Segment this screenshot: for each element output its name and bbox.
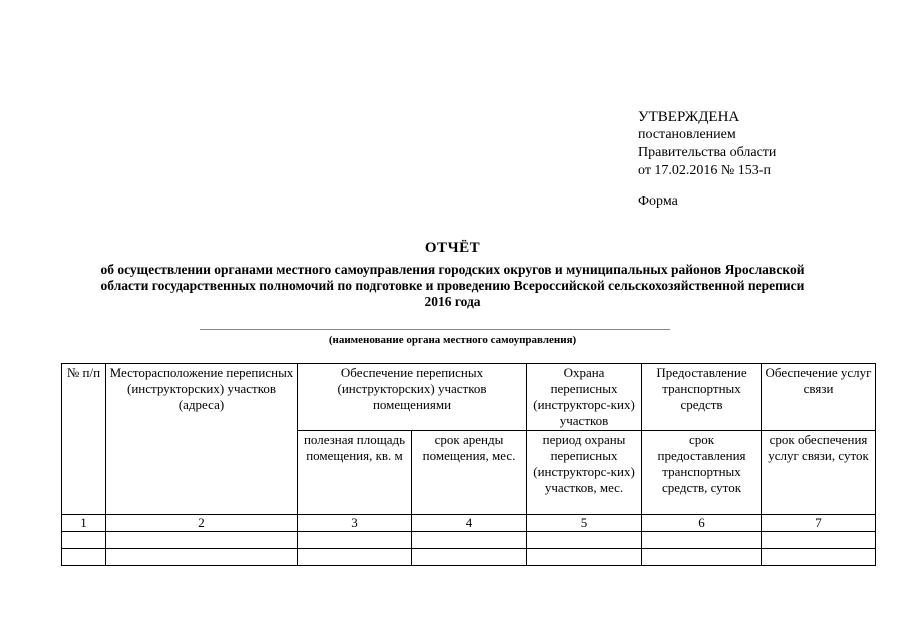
table-cell[interactable] xyxy=(106,549,298,566)
approval-stamp xyxy=(638,108,776,180)
subheader-security-period: период охраны переписных (инструкторс-ких) участков, мес. xyxy=(527,431,642,515)
header-security: Охрана переписных (инструкторс-ких) участков xyxy=(527,364,642,431)
table-cell[interactable] xyxy=(412,549,527,566)
header-num: № п/п xyxy=(62,364,106,515)
table-cell[interactable] xyxy=(527,532,642,549)
table-cell[interactable] xyxy=(762,532,876,549)
approval-line-government: Правительства области xyxy=(638,145,777,160)
column-number-6: 6 xyxy=(642,515,762,532)
table-cell[interactable] xyxy=(106,532,298,549)
column-number-5: 5 xyxy=(527,515,642,532)
report-subtitle: об осуществлении органами местного самоуправления городских округов и муниципальных районов Ярославской области государственных полномочий по подготовке и проведению Всероссийской сельскохозяйственной переписи 2016 года xyxy=(100,262,805,309)
header-location: Месторасположение переписных (инструкторских) участков (адреса) xyxy=(106,364,298,515)
table-cell[interactable] xyxy=(412,532,527,549)
approval-line-date: от 17.02.2016 № 153-п xyxy=(638,163,771,178)
report-table xyxy=(61,363,876,566)
header-communication: Обеспечение услуг связи xyxy=(762,364,876,431)
organ-name-caption: (наименование органа местного самоуправления) xyxy=(328,334,577,346)
approval-title: УТВЕРЖДЕНА xyxy=(638,109,740,125)
column-number-4: 4 xyxy=(412,515,527,532)
column-number-7: 7 xyxy=(762,515,876,532)
approval-line-resolution: постановлением xyxy=(638,127,736,142)
table-cell[interactable] xyxy=(62,549,106,566)
column-number-row xyxy=(62,515,876,532)
subheader-area: полезная площадь помещения, кв. м xyxy=(298,431,412,515)
form-label: Форма xyxy=(638,194,678,209)
report-title: ОТЧЁТ xyxy=(424,240,481,256)
table-cell[interactable] xyxy=(762,549,876,566)
table-cell[interactable] xyxy=(62,532,106,549)
column-number-3: 3 xyxy=(298,515,412,532)
table-cell[interactable] xyxy=(298,549,412,566)
header-transport: Предоставление транспортных средств xyxy=(642,364,762,431)
table-row xyxy=(62,532,876,549)
header-premises: Обеспечение переписных (инструкторских) участков помещениями xyxy=(298,364,527,431)
table-cell[interactable] xyxy=(527,549,642,566)
column-number-1: 1 xyxy=(62,515,106,532)
column-number-2: 2 xyxy=(106,515,298,532)
table-cell[interactable] xyxy=(642,549,762,566)
header-row xyxy=(62,364,876,431)
organ-name-line xyxy=(200,329,670,330)
table-cell[interactable] xyxy=(298,532,412,549)
subheader-communication-period: срок обеспечения услуг связи, суток xyxy=(762,431,876,515)
table-cell[interactable] xyxy=(642,532,762,549)
subheader-rent: срок аренды помещения, мес. xyxy=(412,431,527,515)
table-row xyxy=(62,549,876,566)
subheader-transport-period: срок предоставления транспортных средств, суток xyxy=(642,431,762,515)
